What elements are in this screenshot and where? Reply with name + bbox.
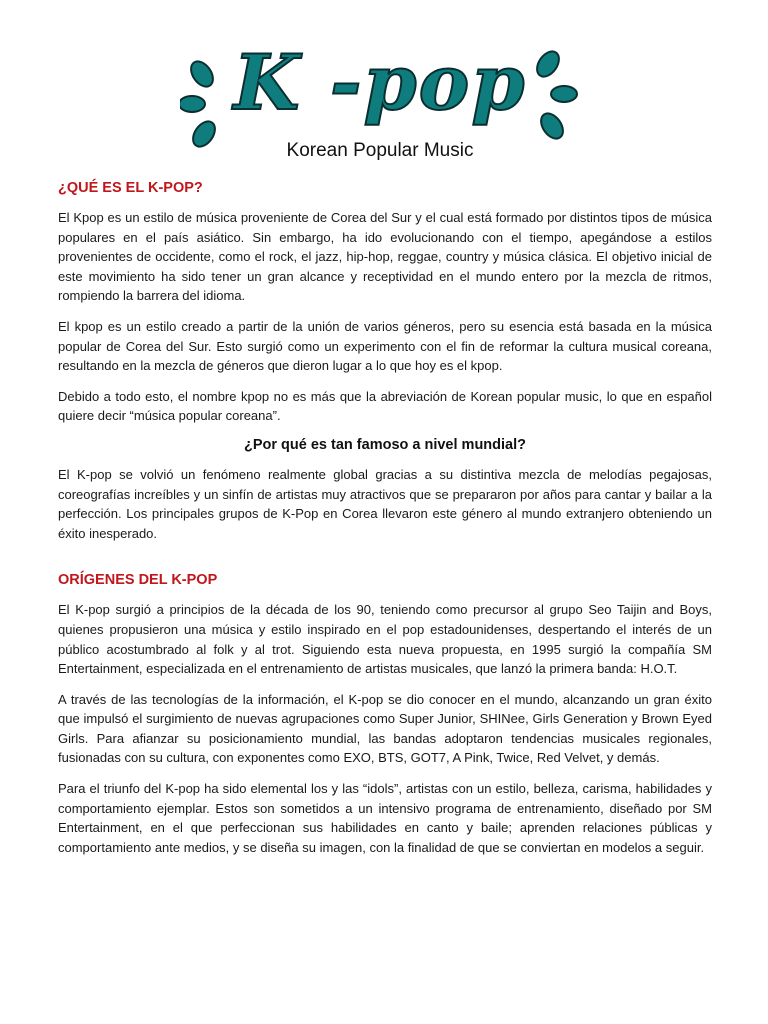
paragraph: El Kpop es un estilo de música proveniente de Corea del Sur y el cual está formado por distintos tipos de música populares en el país asiático. Sin embargo, ha ido evolucionando con el tiempo, apegándose a estilos provenientes de occidente, como el rock, el jazz, hip-hop, reggae, country y música clásica. El objetivo inicial de este movimiento ha sido tener un gran alcance y receptividad en el mundo entero por la mezcla de ritmos, rompiendo la barrera del idioma. [58,210,712,304]
paragraph: El K-pop se volvió un fenómeno realmente global gracias a su distintiva mezcla de melodías pegajosas, coreografías increíbles y un sinfín de artistas muy atractivos que se prepararon por años para cantar y bailar a la perfección. Los principales grupos de K-Pop en Corea llevaron este género al mundo extranjero obteniendo un éxito inesperado. [58,466,712,541]
section-heading-que-es: ¿QUÉ ES EL K-POP? [58,180,203,196]
paragraph: El kpop es un estilo creado a partir de la unión de varios géneros, pero su esencia está basada en la música popular de Corea del Sur. Esto surgió como un experimento con el fin de reformar la cultura musical coreana, resultando en la mezcla de géneros que dieron lugar a lo que hoy es el kpop. [58,318,712,374]
kpop-logo [180,22,580,172]
subheading-fama-mundial: ¿Por qué es tan famoso a nivel mundial? [244,436,526,453]
paragraph: Para el triunfo del K-pop ha sido elemental los y las “idols”, artistas con un estilo, belleza, carisma, habilidades y comportamiento ejemplar. Estos son sometidos a un intensivo programa de entrenamiento, diseñado por SM Entertainment, en el que perfeccionan sus habilidades en canto y baile; aprenden relaciones públicas y comportamiento ante medios, y se diseña su imagen, con la finalidad de que se conviertan en modelos a seguir. [58,781,712,855]
logo-subtitle: Korean Popular Music [286,140,474,161]
paragraph: A través de las tecnologías de la información, el K-pop se dio conocer en el mundo, alcanzando un gran éxito que impulsó el surgimiento de nuevas agrupaciones como Super Junior, SHINee, Girls Generation y Brown Eyed Girls. Para afianzar su posicionamiento mundial, las bandas adoptaron tendencias musicales regionales, fusionadas con su cultura, con exponentes como EXO, BTS, GOT7, A Pink, Twice, Red Velvet, y demás. [58,691,712,766]
spacer [58,554,712,572]
logo-title: K -pop [233,38,527,127]
paragraph: El K-pop surgió a principios de la década de los 90, teniendo como precursor al grupo Seo Taijin and Boys, quienes propusieron una música y estilo inspirado en el pop estadounidenses, despertando el interés de un público acostumbrado al folk y al trot. Siguiendo esta nueva propuesta, en 1995 surgió la compañía SM Entertainment, especializada en el entrenamiento de artistas musicales, que lanzó la primera banda: H.O.T. [58,602,712,677]
paragraph: Debido a todo esto, el nombre kpop no es más que la abreviación de Korean popular music, lo que en español quiere decir “música popular coreana”. [58,388,712,424]
section-heading-origenes: ORÍGENES DEL K-POP [58,572,218,589]
document-body [58,180,712,868]
